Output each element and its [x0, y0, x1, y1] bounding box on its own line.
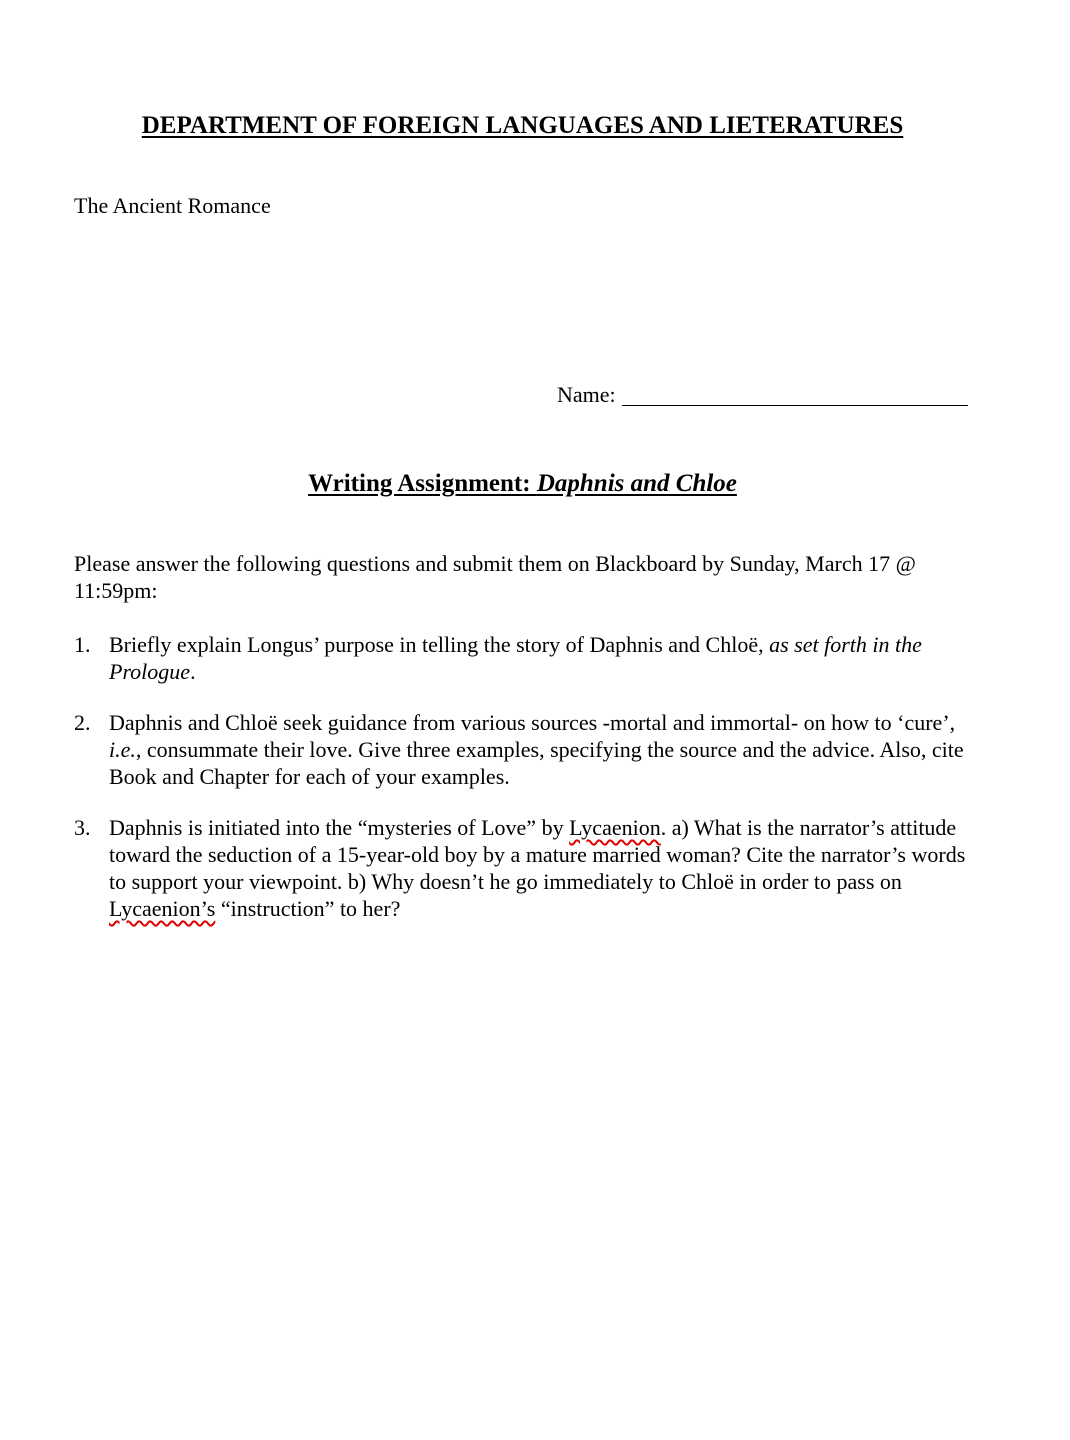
name-label: Name: — [557, 382, 616, 407]
question-number: 2. — [74, 710, 91, 735]
question-text: , consummate their love. Give three examples, specifying the source and the advice. Also, cite Book and Chapter for each of your examples. — [109, 737, 964, 789]
question-2 — [74, 709, 974, 790]
question-text: . — [190, 659, 196, 684]
question-number: 1. — [74, 632, 91, 657]
misspelled-word[interactable]: Lycaenion — [569, 815, 661, 840]
department-heading: DEPARTMENT OF FOREIGN LANGUAGES AND LIETERATURES — [141, 112, 904, 139]
instructions: Please answer the following questions and submit them on Blackboard by Sunday, March 17 @ 11:59pm: — [74, 551, 916, 603]
name-field — [557, 379, 968, 408]
assignment-work-title: Daphnis and Chloe — [536, 470, 737, 497]
name-blank-line[interactable] — [622, 383, 968, 406]
question-text-italic: i.e. — [109, 737, 136, 762]
question-number: 3. — [74, 815, 91, 840]
question-text: . a) What is the narrator’s attitude toward the seduction of a 15-year-old boy by a mature married woman? Cite the narrator’s words to support your viewpoint. b) Why doesn’t he go immediately to Chloë in order to pass on — [109, 815, 966, 894]
misspelled-word[interactable]: Lycaenion’s — [109, 896, 216, 921]
question-list — [74, 631, 974, 946]
assignment-heading-prefix: Writing Assignment: — [308, 470, 537, 497]
question-3 — [74, 814, 974, 922]
course-title: The Ancient Romance — [74, 193, 271, 218]
assignment-heading — [0, 469, 1045, 499]
question-text: “instruction” to her? — [215, 896, 401, 921]
question-text-italic: as set forth in the Prologue — [109, 632, 922, 684]
question-text: Daphnis and Chloë seek guidance from various sources -mortal and immortal- on how to ‘cure’, — [109, 710, 956, 735]
question-text: Daphnis is initiated into the “mysteries of Love” by — [109, 815, 570, 840]
question-text: Briefly explain Longus’ purpose in telling the story of Daphnis and Chloë, — [109, 632, 770, 657]
question-1 — [74, 631, 974, 685]
